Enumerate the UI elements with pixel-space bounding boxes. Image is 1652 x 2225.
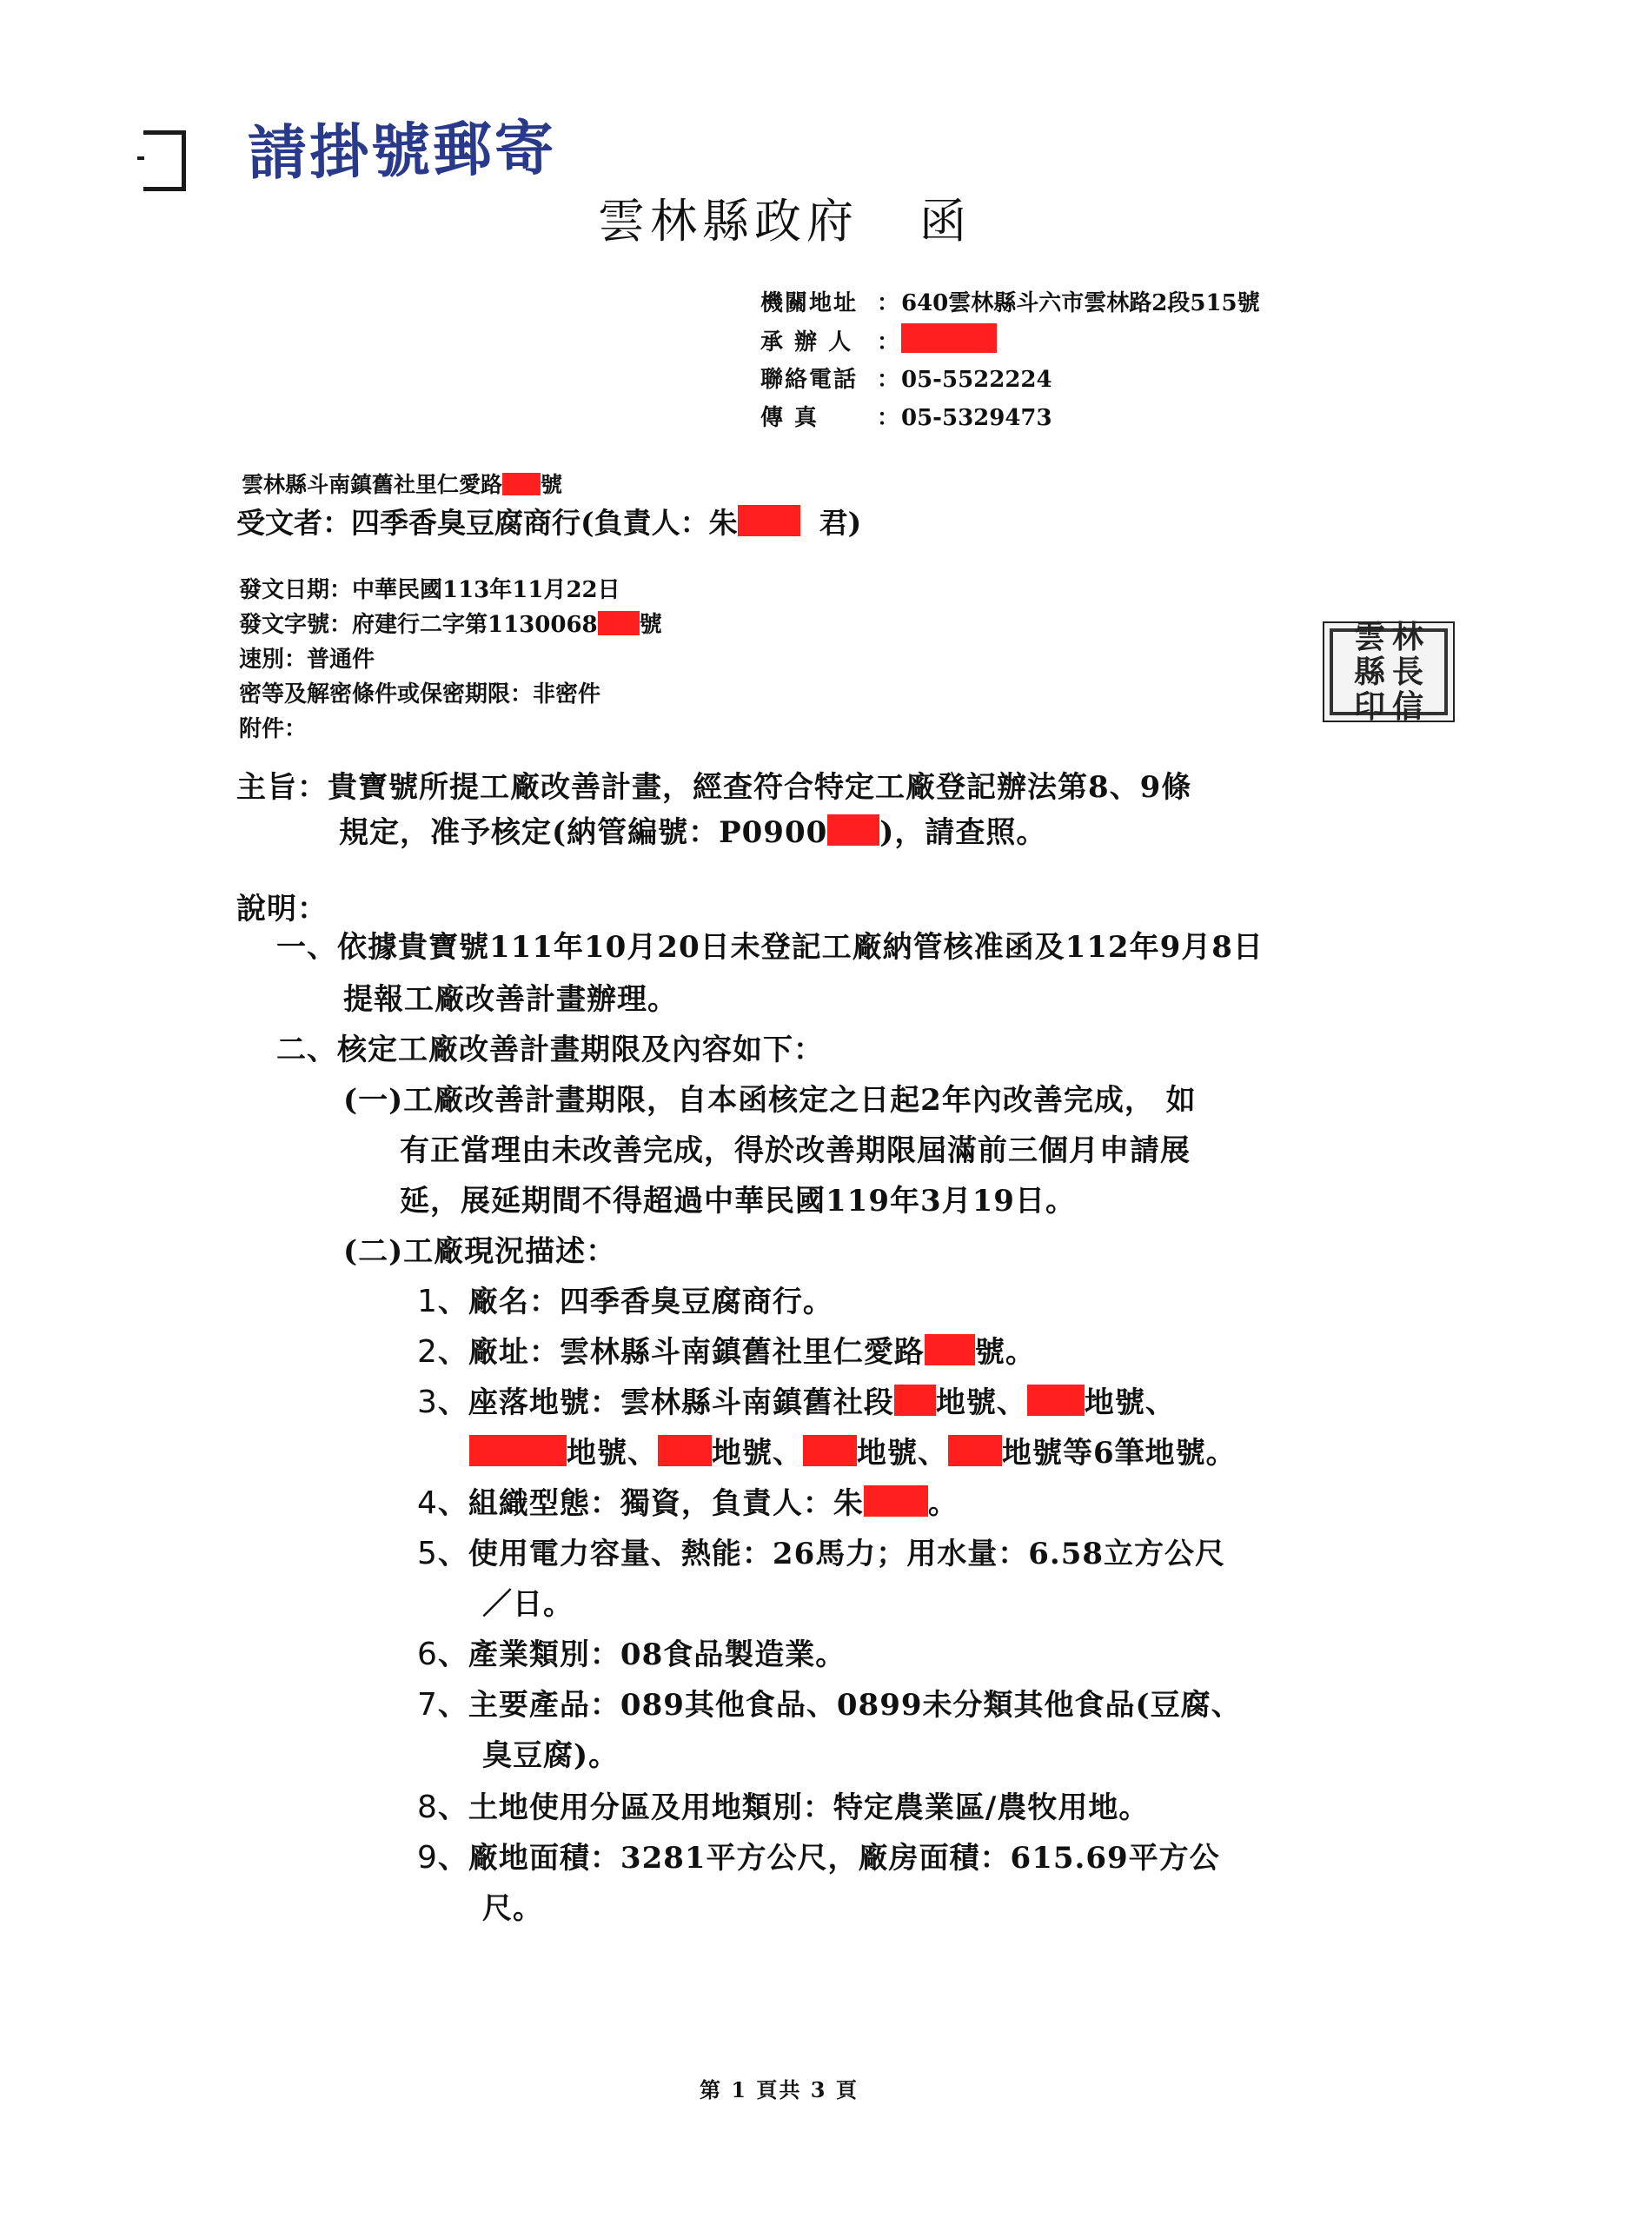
fax-label: 傳 真 (760, 405, 819, 431)
handler-label: 承 辦 人 (760, 329, 853, 355)
factory-item-5-line-2: ／日。 (482, 1587, 574, 1622)
redaction-block (827, 814, 879, 846)
recipient-address: 雲林縣斗南鎮舊社里仁愛路 號 (242, 472, 563, 497)
secrecy-level: 密等及解密條件或保密期限：非密件 (239, 681, 601, 707)
redaction-block (658, 1435, 712, 1466)
issuer-name: 雲林縣政府 (598, 194, 859, 249)
redaction-block (598, 611, 640, 635)
redaction-block (469, 1435, 567, 1466)
factory-item-5-line-1: 5、使用電力容量、熱能：26馬力；用水量：6.58立方公尺 (417, 1536, 1226, 1571)
corner-mark-bracket (143, 130, 186, 191)
redaction-block (894, 1385, 936, 1416)
explanation-item-2: 二、核定工廠改善計畫期限及內容如下： (276, 1033, 824, 1067)
agency-address-label: 機關地址 (760, 290, 859, 316)
factory-item-7-line-2: 臭豆腐)。 (482, 1738, 620, 1773)
sub-item-1-line-1: (一)工廠改善計畫期限，自本函核定之日起2年內改善完成， 如 (343, 1083, 1197, 1118)
redaction-block (738, 505, 800, 536)
document-type: 函 (919, 194, 972, 249)
phone-row: 聯絡電話 ：05-5522224 (760, 362, 1052, 394)
factory-item-9-line-2: 尺。 (482, 1891, 543, 1926)
redaction-block (864, 1485, 928, 1517)
redaction-block (803, 1435, 857, 1466)
factory-item-3-line-1: 3、座落地號：雲林縣斗南鎮舊社段 地號、 地號、 (417, 1385, 1176, 1420)
agency-address: 640雲林縣斗六市雲林路2段515號 (901, 290, 1260, 316)
seal-characters: 雲 林 縣 長 印 信 (1330, 628, 1448, 715)
explanation-label: 說明： (236, 892, 328, 927)
page-footer: 第 1 頁共 3 頁 (700, 2077, 859, 2102)
explanation-item-1-line-2: 提報工廠改善計畫辦理。 (343, 982, 678, 1017)
subject-line-2: 規定，准予核定(納管編號：P0900 )，請查照。 (339, 815, 1047, 850)
sub-item-1-line-2: 有正當理由未改善完成，得於改善期限屆滿前三個月申請展 (400, 1133, 1191, 1168)
explanation-item-1-line-1: 一、依據貴寶號111年10月20日未登記工廠納管核准函及112年9月8日 (276, 930, 1264, 965)
recipient-line: 受文者：四季香臭豆腐商行(負責人：朱 君) (236, 506, 862, 540)
sub-item-2: (二)工廠現況描述： (343, 1234, 617, 1269)
factory-item-7-line-1: 7、主要產品：089其他食品、0899未分類其他食品(豆腐、 (417, 1687, 1242, 1723)
document-title (598, 184, 972, 251)
registered-mail-stamp: 請掛號郵寄 (247, 113, 557, 189)
official-seal (1323, 619, 1455, 725)
agency-address-row: 機關地址 ：640雲林縣斗六市雲林路2段515號 (760, 285, 1260, 317)
subject-line-1: 主旨：貴寶號所提工廠改善計畫，經查符合特定工廠登記辦法第8、9條 (236, 770, 1192, 805)
factory-item-3-line-2: 地號、 地號、 地號、 地號等6筆地號。 (469, 1429, 1237, 1471)
redaction-block (925, 1334, 975, 1365)
redaction-block (901, 323, 997, 353)
delivery-speed: 速別：普通件 (239, 647, 375, 673)
phone-value: 05-5522224 (901, 367, 1052, 393)
handler-row: 承 辦 人 ： (760, 323, 997, 356)
phone-label: 聯絡電話 (760, 367, 859, 393)
redaction-block (1027, 1385, 1085, 1416)
factory-item-4: 4、組織型態：獨資，負責人：朱 。 (417, 1485, 959, 1521)
factory-item-6: 6、產業類別：08食品製造業。 (417, 1637, 846, 1672)
factory-item-8: 8、土地使用分區及用地類別：特定農業區/農牧用地。 (417, 1790, 1150, 1825)
redaction-block (502, 473, 541, 495)
issue-number: 發文字號：府建行二字第1130068 號 (239, 612, 662, 638)
subject-label: 主旨： (236, 770, 328, 805)
redaction-block (948, 1435, 1002, 1466)
fax-row: 傳 真 ：05-5329473 (760, 400, 1052, 432)
factory-item-2: 2、廠址：雲林縣斗南鎮舊社里仁愛路 號。 (417, 1334, 1036, 1370)
attachment-label: 附件： (239, 716, 308, 742)
issue-date: 發文日期：中華民國113年11月22日 (239, 577, 620, 603)
factory-item-1: 1、廠名：四季香臭豆腐商行。 (417, 1284, 833, 1319)
sub-item-1-line-3: 延，展延期間不得超過中華民國119年3月19日。 (400, 1184, 1076, 1219)
factory-item-9-line-1: 9、廠地面積：3281平方公尺，廠房面積：615.69平方公 (417, 1840, 1220, 1876)
fax-value: 05-5329473 (901, 405, 1052, 431)
